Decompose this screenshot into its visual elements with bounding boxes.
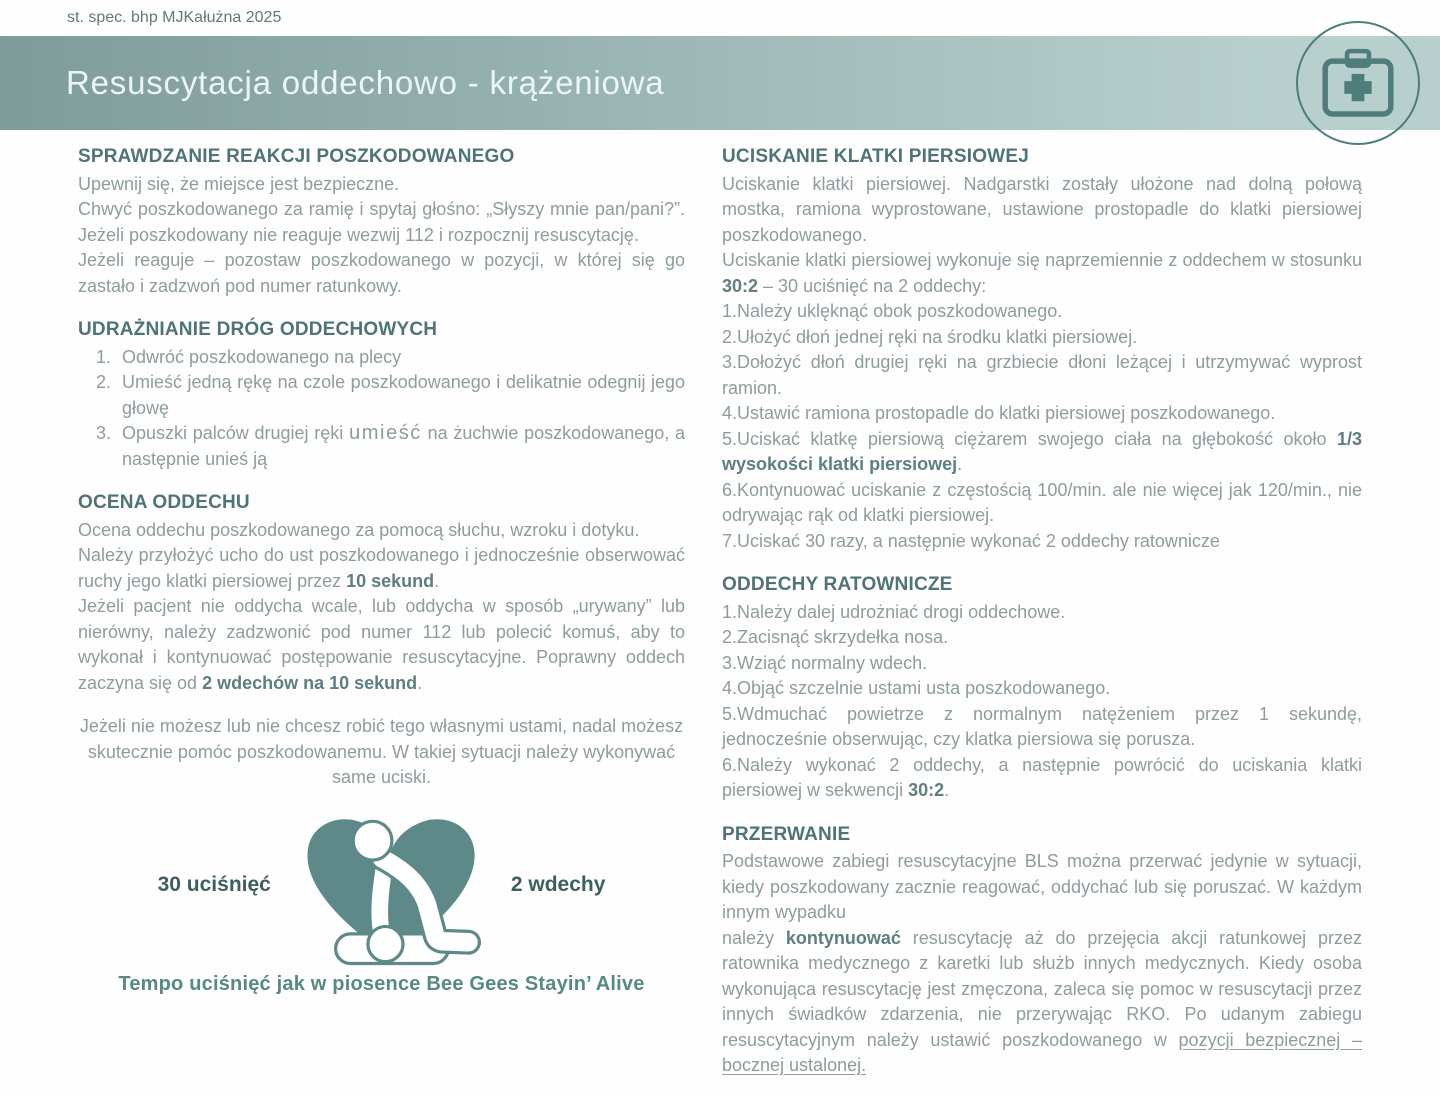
left-column xyxy=(78,144,685,1097)
text-run: . xyxy=(417,672,423,693)
section xyxy=(722,572,1362,804)
paragraph xyxy=(722,625,1362,651)
section-heading: UDRAŻNIANIE DRÓG ODDECHOWYCH xyxy=(78,319,438,340)
text-run: 30:2 xyxy=(722,275,759,296)
text-run: – 30 uciśnięć na 2 oddechy: xyxy=(758,275,987,296)
paragraph xyxy=(722,299,1362,325)
section-heading: SPRAWDZANIE REAKCJI POSZKODOWANEGO xyxy=(78,146,515,167)
text-run: Podstawowe zabiegi resuscytacyjne BLS można przerwać jedynie w sytuacji, kiedy poszkodowany zacznie reagować, oddychać lub się poruszać. W każdym innym wypadku xyxy=(722,851,1362,922)
text-run: 30:2 xyxy=(908,780,945,800)
paragraph xyxy=(722,427,1362,478)
text-run: . xyxy=(434,570,440,591)
text-run: Opuszki palców drugiej ręki xyxy=(122,423,350,443)
page-title: Resuscytacja oddechowo - krążeniowa xyxy=(66,64,665,101)
text-run: . xyxy=(957,454,963,474)
paragraph xyxy=(722,600,1362,626)
text-run: 4.Objąć szczelnie ustami usta poszkodowanego. xyxy=(722,678,1111,698)
section xyxy=(78,144,685,299)
text-run: 6.Kontynuować uciskanie z częstością 100/min. ale nie więcej jak 120/min., nie odrywając rąk od klatki piersiowej. xyxy=(722,479,1362,525)
list-item xyxy=(116,421,685,472)
section xyxy=(78,317,685,472)
left-sections xyxy=(78,144,685,696)
text-run: Odwróć poszkodowanego na plecy xyxy=(122,346,402,367)
paragraph xyxy=(722,172,1362,249)
text-run: 4.Ustawić ramiona prostopadle do klatki piersiowej poszkodowanego. xyxy=(722,403,1276,423)
text-run: Należy przyłożyć ucho do ust poszkodowanego i jednocześnie obserwować ruchy jego klatki piersiowej przez xyxy=(78,545,685,591)
text-run: na żuchwie poszkodowanego, a następnie unieś ją xyxy=(122,423,685,469)
text-run: 2 wdechów na 10 sekund xyxy=(202,672,418,693)
paragraph xyxy=(722,529,1362,555)
header-band xyxy=(0,36,1440,130)
note xyxy=(78,714,685,791)
first-aid-badge xyxy=(1296,21,1420,145)
text-run: 10 sekund xyxy=(346,570,435,591)
cpr-figure xyxy=(78,801,685,969)
paragraph xyxy=(722,248,1362,299)
text-run: 2.Ułożyć dłoń jednej ręki na środku klatki piersiowej. xyxy=(722,326,1138,347)
paragraph xyxy=(722,753,1362,804)
compressions-label: 30 uciśnięć xyxy=(157,872,271,896)
text-run: resuscytację aż do przejęcia akcji ratunkowej przez ratownika medycznego z karetki lub służb innych medycznych. Kiedy osoba wykonująca resuscytację jest zmęczona, zaleca się pomoc w resuscytacji przez innych świadków zdarzenia, nie przerywając RKO. Po udanym zabiegu resuscytacyjnym należy ustawić poszkodowanego w xyxy=(722,927,1362,1050)
first-aid-kit-icon xyxy=(1317,47,1399,119)
text-run: Ocena oddechu poszkodowanego za pomocą słuchu, wzroku i dotyku. xyxy=(78,519,640,540)
section xyxy=(78,490,685,696)
text-run: 5.Wdmuchać powietrze z normalnym natężeniem przez 1 sekundę, jednocześnie obserwując, czy klatka piersiowa się porusza. xyxy=(722,703,1362,749)
section-heading: PRZERWANIE xyxy=(722,823,851,845)
paragraph xyxy=(722,478,1362,529)
text-run: 1/3 wysokości klatki piersiowej xyxy=(722,428,1362,474)
text-run: 1.Należy dalej udrożniać drogi oddechowe. xyxy=(722,601,1066,622)
text-run: umieść xyxy=(349,422,422,444)
text-run: Chwyć poszkodowanego za ramię i spytaj głośno: „Słyszy mnie pan/pani?”. Jeżeli poszkodowany nie reaguje wezwij 112 i rozpocznij resuscytację. xyxy=(78,199,685,245)
section xyxy=(722,144,1362,554)
list-item xyxy=(116,370,685,421)
paragraph xyxy=(722,849,1362,1079)
text-run: Uciskanie klatki piersiowej wykonuje się naprzemiennie z oddechem w stosunku xyxy=(722,250,1362,270)
text-run: kontynuować xyxy=(785,927,901,948)
paragraph xyxy=(78,248,685,299)
list-item xyxy=(116,345,685,371)
text-run: Uciskanie klatki piersiowej. Nadgarstki zostały ułożone nad dolną połową mostka, ramiona wyprostowane, ustawione prostopadle do klatki piersiowej poszkodowanego. xyxy=(722,173,1362,245)
text-run: Upewnij się, że miejsce jest bezpieczne. xyxy=(78,173,400,194)
paragraph xyxy=(722,651,1362,677)
paragraph xyxy=(722,401,1362,427)
numbered-list xyxy=(78,345,685,473)
section-heading: UCISKANIE KLATKI PIERSIOWEJ xyxy=(722,146,1029,167)
paragraph xyxy=(722,350,1362,401)
credit-text: st. spec. bhp MJKałużna 2025 xyxy=(67,9,282,26)
text-run: 7.Uciskać 30 razy, a następnie wykonać 2 oddechy ratownicze xyxy=(722,530,1220,551)
cpr-heart-icon xyxy=(285,801,497,969)
text-run: 3.Wziąć normalny wdech. xyxy=(722,652,928,673)
text-run: 6.Należy wykonać 2 oddechy, a następnie powrócić do uciskania klatki piersiowej w sekwencji xyxy=(722,754,1362,800)
paragraph xyxy=(78,197,685,248)
text-run: należy xyxy=(722,927,786,948)
paragraph xyxy=(78,543,685,594)
paragraph xyxy=(78,172,685,198)
text-run: Jeżeli pacjent nie oddycha wcale, lub oddycha w sposób „urywany” lub nierówny, należy zadzwonić pod numer 112 lub polecić komuś, aby to wykonał i kontynuować postępowanie resuscytacyjne. Poprawny oddech zaczyna się od xyxy=(78,596,685,693)
figure-caption: Tempo uciśnięć jak w piosence Bee Gees Stayin’ Alive xyxy=(118,972,645,995)
text-run: 2.Zacisnąć skrzydełka nosa. xyxy=(722,627,949,647)
text-run: . xyxy=(944,780,950,800)
right-sections xyxy=(722,144,1362,1079)
content xyxy=(0,130,1440,1097)
text-run: Jeżeli nie możesz lub nie chcesz robić tego własnymi ustami, nadal możesz skutecznie pomóc poszkodowanemu. W takiej sytuacji należy wykonywać same uciski. xyxy=(79,716,684,787)
text-run: 1.Należy uklęknąć obok poszkodowanego. xyxy=(722,301,1063,321)
text-run: 5.Uciskać klatkę piersiową ciężarem swojego ciała na głębokość około xyxy=(722,428,1337,449)
credit-bar xyxy=(0,0,1440,36)
paragraph xyxy=(722,702,1362,753)
text-run: 3.Dołożyć dłoń drugiej ręki na grzbiecie dłoni leżącej i utrzymywać wyprost ramion. xyxy=(722,352,1362,398)
paragraph xyxy=(78,594,685,696)
section xyxy=(722,822,1362,1079)
section-heading: ODDECHY RATOWNICZE xyxy=(722,574,953,595)
paragraph xyxy=(78,518,685,544)
paragraph xyxy=(722,325,1362,351)
text-run: Umieść jedną rękę na czole poszkodowanego i delikatnie odegnij jego głowę xyxy=(122,372,685,418)
right-column xyxy=(722,144,1362,1097)
text-run: Jeżeli reaguje – pozostaw poszkodowanego w pozycji, w której się go zastało i zadzwoń pod numer ratunkowy. xyxy=(78,250,685,296)
breaths-label: 2 wdechy xyxy=(510,872,606,896)
paragraph xyxy=(722,676,1362,702)
section-heading: OCENA ODDECHU xyxy=(78,492,250,513)
text-run: pozycji bezpiecznej – bocznej ustalonej. xyxy=(722,1029,1362,1075)
